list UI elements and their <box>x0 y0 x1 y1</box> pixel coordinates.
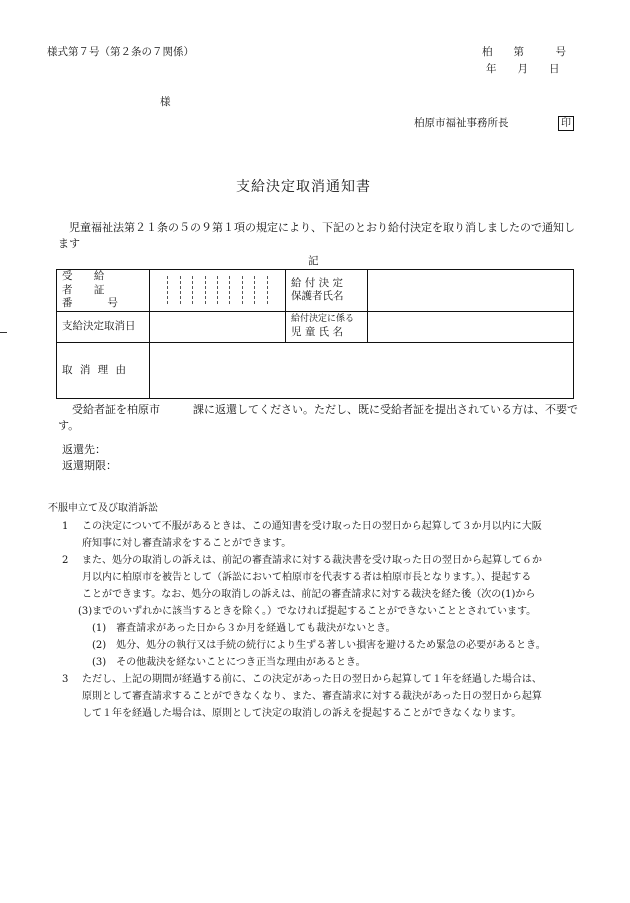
item2-number: 2 <box>62 555 69 566</box>
return-deadline-label: 返還期限： <box>62 459 117 472</box>
cert-number-label-2: 番 号 <box>62 297 118 310</box>
cert-number-boxes <box>156 276 279 304</box>
sub-item-3: (3) その他裁決を経ないことにつき正当な理由があるとき。 <box>92 657 366 668</box>
item3-line-a: ただし、上記の期間が経過する前に、この決定があった日の翌日から起算して１年を経過した場合は、 <box>82 674 542 685</box>
child-label-1: 給付決定に係る <box>291 314 355 325</box>
item3-line-b: 原則として審査請求することができなくなり、また、審査請求に対する裁決があった日の翌日から起算 <box>82 691 542 702</box>
cancel-date-label: 支給決定取消日 <box>57 311 150 342</box>
item1-line-a: この決定について不服があるときは、この通知書を受け取った日の翌日から起算して３か月以内に大阪 <box>82 521 542 532</box>
cert-number-label-1: 受 給 者 証 <box>62 270 114 296</box>
child-label-2: 児 童 氏 名 <box>291 325 344 338</box>
reason-value <box>150 342 574 398</box>
cert-number-cell <box>150 270 286 312</box>
sub-item-2: (2) 処分、処分の執行又は手続の続行により生ずる著しい損害を避けるため緊急の必要があるとき。 <box>92 640 546 651</box>
recipient-suffix: 様 <box>160 96 171 108</box>
intro-text: 児童福祉法第２１条の５の９第１項の規定により、下記のとおり給付決定を取り消しましたので通知します <box>58 221 575 250</box>
item2-line-b: 月以内に柏原市を被告として（訴訟において柏原市を代表する者は柏原市長となります。）、提起する <box>82 572 532 583</box>
return-notice: 受給者証を柏原市 課に返還してください。ただし、既に受給者証を提出されている方は、不要です。 <box>58 403 578 432</box>
info-table <box>56 269 574 399</box>
form-label: 様式第７号（第２条の７関係） <box>47 46 194 58</box>
child-name-value <box>368 311 574 342</box>
item2-line-c: ことができます。なお、処分の取消しの訴えは、前記の審査請求に対する裁決を経た後（次の(1)から <box>82 589 536 600</box>
return-to-label: 返還先： <box>62 443 106 456</box>
guardian-label-2: 保護者氏名 <box>291 290 344 303</box>
ki-label: 記 <box>308 255 319 267</box>
guardian-label-1: 給 付 決 定 <box>291 276 344 289</box>
number-line: 柏 第 号 <box>482 46 566 58</box>
item2-line-a: また、処分の取消しの訴えは、前記の審査請求に対する裁決書を受け取った日の翌日から起算して６か <box>82 555 542 566</box>
item3-number: 3 <box>62 674 69 685</box>
date-line: 年 月 日 <box>486 63 560 75</box>
sub-item-1: (1) 審査請求があった日から３か月を経過しても裁決がないとき。 <box>92 623 396 634</box>
item3-line-c: して１年を経過した場合は、原則として決定の取消しの訴えを提起することができなくなります。 <box>82 708 522 719</box>
seal-mark: 印 <box>558 116 574 131</box>
issuer-name: 柏原市福祉事務所長 <box>414 117 509 129</box>
document-title: 支給決定取消通知書 <box>236 179 371 195</box>
child-label-cell <box>286 311 368 342</box>
guardian-label-cell <box>286 270 368 312</box>
item2-line-d: (3)までのいずれかに該当するときを除く。）でなければ提起することができないこととされています。 <box>78 606 537 617</box>
reason-label: 取 消 理 由 <box>57 342 150 398</box>
cert-number-label-cell <box>57 270 150 312</box>
margin-mark <box>0 332 7 333</box>
appeal-heading: 不服申立て及び取消訴訟 <box>48 503 158 514</box>
item1-line-b: 府知事に対し審査請求をすることができます。 <box>82 538 292 549</box>
cancel-date-value <box>150 311 286 342</box>
item1-number: 1 <box>62 521 69 532</box>
guardian-name-value <box>368 270 574 312</box>
